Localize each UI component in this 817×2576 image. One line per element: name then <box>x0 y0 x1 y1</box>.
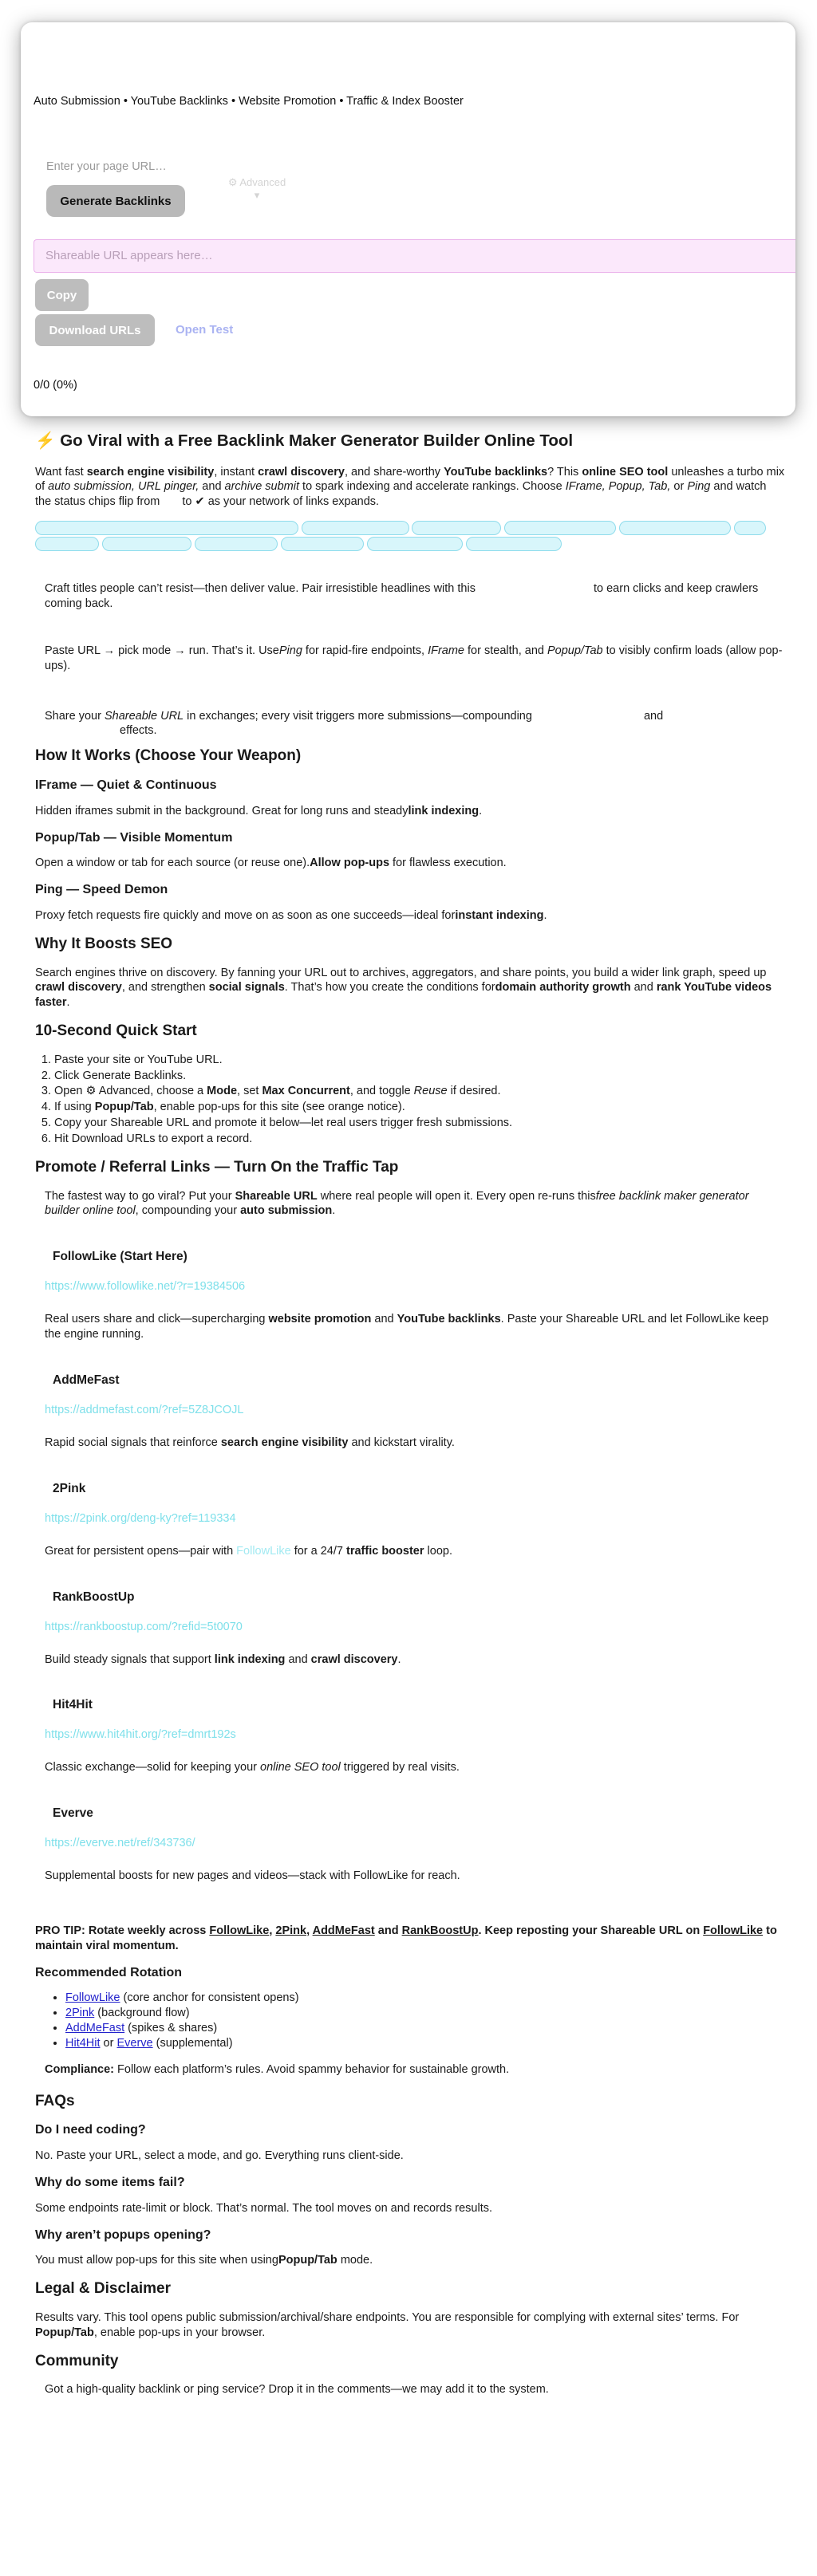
faq-answer: You must allow pop-ups for this site when usingPopup/Tab mode. <box>35 2254 373 2267</box>
callout-share: Share your Shareable URL in exchanges; every visit triggers more submissions—compounding and effects. <box>45 709 664 738</box>
referral-addmefast <box>45 1373 785 1451</box>
referral-name: RankBoostUp <box>53 1589 135 1604</box>
tool-tagline: Auto Submission • YouTube Backlinks • Website Promotion • Traffic & Index Booster <box>34 95 464 108</box>
referral-name: Hit4Hit <box>53 1698 93 1712</box>
quick-start-heading: 10-Second Quick Start <box>35 1022 197 1040</box>
hit4hit-link[interactable]: Hit4Hit <box>65 2037 101 2050</box>
faq-question: Why do some items fail? <box>35 2176 185 2190</box>
promote-intro: The fastest way to go viral? Put your Shareable URL where real people will open it. Every open re-runs thisfree backlink maker generator builder online tool, compounding your auto submission. <box>45 1189 749 1218</box>
mode-popup-heading: Popup/Tab — Visible Momentum <box>35 830 233 845</box>
list-item: 2. Click Generate Backlinks. <box>54 1069 785 1084</box>
mode-popup-text: Open a window or tab for each source (or reuse one).Allow pop-ups for flawless execution. <box>35 857 507 870</box>
referral-link[interactable]: https://addmefast.com/?ref=5Z8JCOJL <box>45 1404 244 1416</box>
referral-name: 2Pink <box>53 1481 86 1495</box>
quick-start-list <box>35 1053 785 1147</box>
referral-text: Classic exchange—solid for keeping your online SEO tool triggered by real visits. <box>45 1761 460 1774</box>
why-seo-heading: Why It Boosts SEO <box>35 935 173 952</box>
status-chip <box>466 537 562 551</box>
pro-tip: PRO TIP: Rotate weekly across FollowLike, 2Pink, AddMeFast and RankBoostUp. Keep reposting your Shareable URL on FollowLike to maintain viral momentum. <box>35 1924 777 1952</box>
followlike-link[interactable]: FollowLike <box>65 1991 120 2005</box>
list-item: 5. Copy your Shareable URL and promote it below—let real users trigger fresh submissions. <box>54 1116 785 1131</box>
status-chip <box>367 537 463 551</box>
referral-everve <box>45 1806 785 1884</box>
legal-heading: Legal & Disclaimer <box>35 2280 172 2298</box>
how-it-works-heading: How It Works (Choose Your Weapon) <box>35 747 302 765</box>
why-seo-text: Search engines thrive on discovery. By fanning your URL out to archives, aggregators, and share points, you build a wider link graph, speed up crawl discovery, and strengthen social signals. That’s how you create the conditions fordomain authority growth and rank YouTube videos faster. <box>35 966 772 1010</box>
rotation-heading: Recommended Rotation <box>35 1965 183 1979</box>
referral-hit4hit <box>45 1697 785 1775</box>
callout-headlines: Craft titles people can’t resist—then deliver value. Pair irresistible headlines with this to earn clicks and keep crawlers coming back. <box>45 582 759 611</box>
chevron-down-icon: ▾ <box>254 188 260 201</box>
open-test-link[interactable]: Open Test <box>176 323 234 337</box>
referral-2pink <box>45 1481 785 1559</box>
faq-heading: FAQs <box>35 2092 75 2109</box>
referral-link[interactable]: https://2pink.org/deng-ky?ref=119334 <box>45 1511 236 1525</box>
referral-text: Great for persistent opens—pair with FollowLike for a 24/7 traffic booster loop. <box>45 1544 452 1558</box>
list-item: 6. Hit Download URLs to export a record. <box>54 1132 785 1147</box>
advanced-toggle[interactable] <box>209 176 305 201</box>
referral-name: AddMeFast <box>53 1373 120 1387</box>
status-chip <box>35 537 99 551</box>
generate-backlinks-button[interactable]: Generate Backlinks <box>46 185 185 217</box>
legal-text: Results vary. This tool opens public submission/archival/share endpoints. You are responsible for complying with external sites’ terms. For Popup/Tab, enable pop-ups in your browser. <box>35 2311 740 2339</box>
followlike-inline-link[interactable]: FollowLike <box>236 1544 291 1558</box>
faq-question: Do I need coding? <box>35 2123 146 2137</box>
mode-ping-heading: Ping — Speed Demon <box>35 883 168 897</box>
article <box>35 431 785 2409</box>
community-text: Got a high-quality backlink or ping service? Drop it in the comments—we may add it to the system. <box>45 2383 549 2397</box>
shareable-url-field[interactable]: Shareable URL appears here… <box>34 239 795 273</box>
referral-text: Real users share and click—supercharging website promotion and YouTube backlinks. Paste your Shareable URL and let FollowLike keep the engine running. <box>45 1313 769 1341</box>
referral-name: FollowLike (Start Here) <box>53 1250 187 1264</box>
mode-iframe-heading: IFrame — Quiet & Continuous <box>35 778 217 792</box>
list-item: 1. Paste your site or YouTube URL. <box>54 1053 785 1068</box>
copy-button[interactable]: Copy <box>35 279 89 311</box>
advanced-label: ⚙ Advanced <box>227 176 286 188</box>
status-chip <box>102 537 191 551</box>
list-item: 4. If using Popup/Tab, enable pop-ups for this site (see orange notice). <box>54 1100 785 1115</box>
referral-text: Supplemental boosts for new pages and videos—stack with FollowLike for reach. <box>45 1869 460 1883</box>
mode-iframe-text: Hidden iframes submit in the background. Great for long runs and steadylink indexing. <box>35 804 483 817</box>
status-chip <box>302 521 409 535</box>
faq-answer: No. Paste your URL, select a mode, and go. Everything runs client-side. <box>35 2149 404 2163</box>
status-chip <box>734 521 766 535</box>
download-urls-button[interactable]: Download URLs <box>35 314 155 346</box>
referral-followlike <box>45 1249 785 1342</box>
referral-link[interactable]: https://everve.net/ref/343736/ <box>45 1837 195 1850</box>
status-chip <box>412 521 501 535</box>
referral-link[interactable]: https://www.followlike.net/?r=19384506 <box>45 1280 246 1294</box>
everve-link[interactable]: Everve <box>116 2037 153 2050</box>
intro-paragraph: Want fast search engine visibility, instant crawl discovery, and share-worthy YouTube backlinks? This online SEO tool unleashes a turbo mix of auto submission, URL pinger, and archive submit to spark indexing and accelerate rankings. Choose IFrame, Popup, Tab, or Ping and watch the status chips flip from to ✔ as your network of links expands. <box>35 465 785 509</box>
referral-text: Rapid social signals that reinforce search engine visibility and kickstart virality. <box>45 1436 455 1449</box>
community-heading: Community <box>35 2352 119 2369</box>
referral-rankboostup <box>45 1589 785 1668</box>
list-item: • 2Pink (background flow) <box>65 2006 785 2021</box>
callout-usage: Paste URL → pick mode → run. That’s it. UsePing for rapid-fire endpoints, IFrame for stealth, and Popup/Tab to visibly confirm loads (allow pop-ups). <box>45 644 783 672</box>
2pink-link[interactable]: 2Pink <box>65 2007 95 2020</box>
progress-counter: 0/0 (0%) <box>34 379 77 392</box>
compliance-note: Compliance: Follow each platform’s rules. Avoid spammy behavior for sustainable growth. <box>45 2062 510 2076</box>
page-title: ⚡ Go Viral with a Free Backlink Maker Generator Builder Online Tool <box>35 431 574 450</box>
rotation-list <box>35 1991 785 2050</box>
status-chip <box>619 521 731 535</box>
status-chip <box>195 537 278 551</box>
list-item: • FollowLike (core anchor for consistent opens) <box>65 1991 785 2006</box>
addmefast-link[interactable]: AddMeFast <box>65 2022 125 2035</box>
referral-link[interactable]: https://www.hit4hit.org/?ref=dmrt192s <box>45 1728 236 1742</box>
referral-text: Build steady signals that support link indexing and crawl discovery. <box>45 1652 401 1666</box>
list-item: • Hit4Hit or Everve (supplemental) <box>65 2036 785 2051</box>
status-chip <box>504 521 616 535</box>
referral-name: Everve <box>53 1806 93 1821</box>
status-chip <box>281 537 364 551</box>
referral-link[interactable]: https://rankboostup.com/?refid=5t0070 <box>45 1620 243 1633</box>
status-chips <box>35 521 785 562</box>
list-item: • AddMeFast (spikes & shares) <box>65 2021 785 2036</box>
list-item: 3. Open ⚙ Advanced, choose a Mode, set Max Concurrent, and toggle Reuse if desired. <box>54 1084 785 1099</box>
promote-heading: Promote / Referral Links — Turn On the Traffic Tap <box>35 1158 399 1176</box>
backlink-tool-card <box>21 22 795 416</box>
mode-ping-text: Proxy fetch requests fire quickly and move on as soon as one succeeds—ideal forinstant indexing. <box>35 909 547 922</box>
faq-question: Why aren’t popups opening? <box>35 2227 211 2242</box>
status-chip <box>35 521 298 535</box>
faq-answer: Some endpoints rate-limit or block. That’s normal. The tool moves on and records results. <box>35 2201 493 2215</box>
